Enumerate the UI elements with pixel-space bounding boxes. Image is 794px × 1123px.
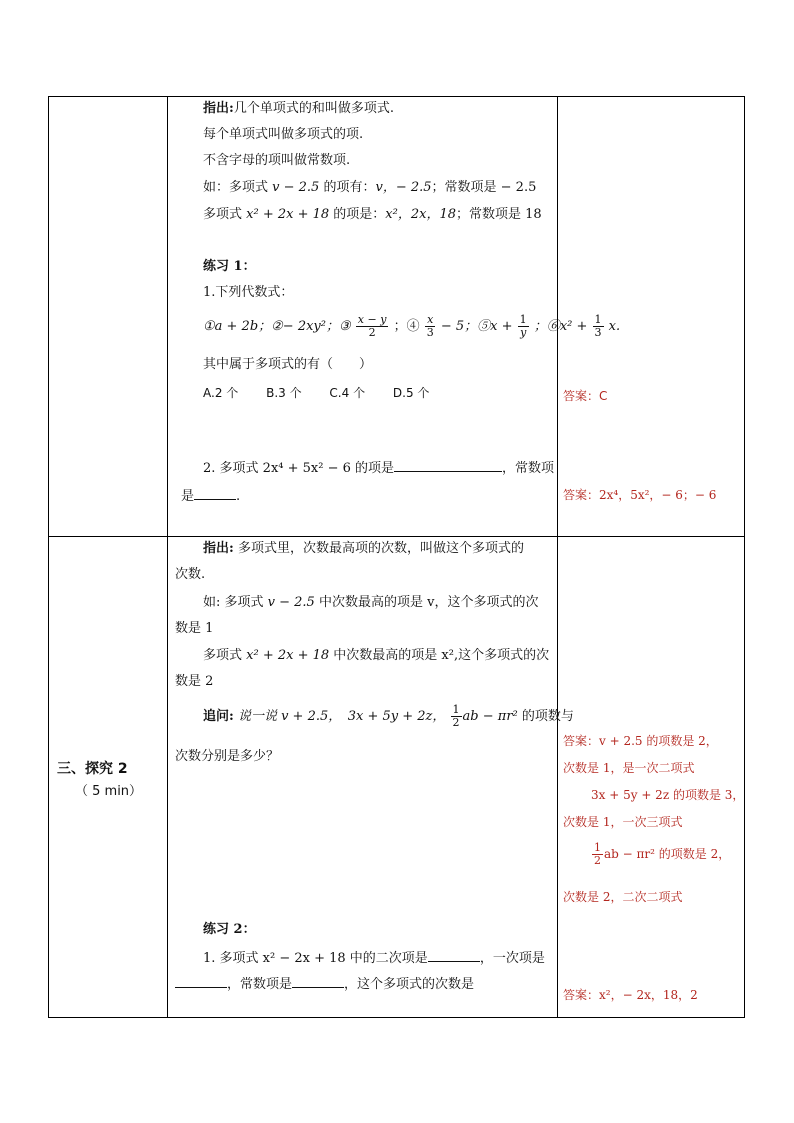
example-4-cont: 数是 2 [175, 674, 214, 689]
answer-3-line5: $\frac{1}{2}$ ab − πr² 的项数是 2， [594, 841, 731, 867]
followup-question: 追问: 说一说 v + 2.5， 3x + 5y + 2z， $\frac{1}{2}$ ab − πr² 的项数与 [203, 703, 574, 729]
answer-3-line4: 次数是 1，一次三项式 [563, 815, 683, 829]
q1-ask: 其中属于多项式的有（ ） [203, 357, 373, 372]
bottom-answer-cell [563, 537, 743, 1017]
q3-blank-quadratic[interactable] [428, 949, 480, 962]
answer-1: 答案：C [563, 389, 608, 403]
q2-blank-terms[interactable] [394, 459, 502, 472]
example-3: 如: 多项式 v − 2.5 中次数最高的项是 v，这个多项式的次 [203, 595, 539, 610]
point-definition: 指出:几个单项式的和叫做多项式. [203, 101, 394, 116]
q1-stem: 1.下列代数式： [203, 285, 294, 300]
q1-options: ①a + 2b；②− 2xy²；③ $\frac{x - y}{2}$ ；④ $\frac{x}{3}$ − 5；⑤x + $\frac{1}{y}$ ；⑥x² + $\frac{1}{3}$ x. [203, 313, 621, 339]
q3-line2: ，常数项是 ，这个多项式的次数是 [175, 975, 474, 993]
choice-d[interactable]: D.5 个 [392, 386, 430, 400]
followup-cont: 次数分别是多少？ [175, 749, 280, 764]
top-answer-cell [563, 97, 743, 536]
answer-3-line1: 答案：v + 2.5 的项数是 2， [563, 734, 718, 748]
answer-3-line2: 次数是 1，是一次二项式 [563, 761, 695, 775]
answer-3-line3: 3x + 5y + 2z 的项数是 3， [591, 788, 745, 802]
section-cell [49, 537, 167, 1017]
q2-line1: 2. 多项式 2x⁴ + 5x² − 6 的项是 ，常数项 [203, 461, 555, 476]
answer-2: 答案：2x⁴，5x²，− 6；− 6 [563, 488, 717, 502]
answer-3-line6: 次数是 2，二次二项式 [563, 890, 683, 904]
lesson-table [48, 96, 745, 1018]
exercise-2-title: 练习 2： [203, 922, 256, 937]
point-degree-cont: 次数. [175, 567, 206, 582]
answer-4: 答案：x²，− 2x，18，2 [563, 988, 698, 1002]
section-title: 三、探究 2 [57, 761, 128, 777]
example-4: 多项式 x² + 2x + 18 中次数最高的项是 x²,这个多项式的次 [203, 648, 550, 663]
bottom-main-cell [175, 537, 574, 1017]
example-2: 多项式 x² + 2x + 18 的项是：x²，2x，18；常数项是 18 [203, 207, 542, 222]
point-degree: 指出: 多项式里，次数最高项的次数，叫做这个多项式的 [203, 541, 524, 556]
exercise-1-title: 练习 1： [203, 259, 256, 274]
fraction: $\frac{1}{y}$ [519, 313, 527, 339]
constant-definition: 不含字母的项叫做常数项. [203, 153, 351, 168]
q2-blank-constant[interactable] [194, 487, 236, 500]
q3-blank-linear[interactable] [175, 975, 227, 988]
fraction: $\frac{x - y}{2}$ [357, 313, 387, 339]
q2-line2: 是 . [181, 489, 241, 504]
q3-line1: 1. 多项式 x² − 2x + 18 中的二次项是 ，一次项是 [203, 951, 545, 966]
section-time: （ 5 min） [75, 784, 143, 799]
column-divider-2 [557, 97, 558, 1017]
example-3-cont: 数是 1 [175, 621, 214, 636]
column-divider-1 [167, 97, 168, 1017]
choice-c[interactable]: C.4 个 [329, 386, 366, 400]
fraction: $\frac{1}{2}$ [594, 841, 601, 867]
term-definition: 每个单项式叫做多项式的项. [203, 127, 364, 142]
fraction: $\frac{1}{2}$ [452, 703, 460, 729]
q1-choices [203, 385, 429, 401]
choice-b[interactable]: B.3 个 [266, 386, 302, 400]
fraction: $\frac{x}{3}$ [426, 313, 434, 339]
choice-a[interactable]: A.2 个 [203, 386, 239, 400]
fraction: $\frac{1}{3}$ [594, 313, 602, 339]
q3-blank-constant[interactable] [292, 975, 344, 988]
example-1: 如：多项式 v − 2.5 的项有：v，− 2.5；常数项是 − 2.5 [203, 180, 537, 195]
